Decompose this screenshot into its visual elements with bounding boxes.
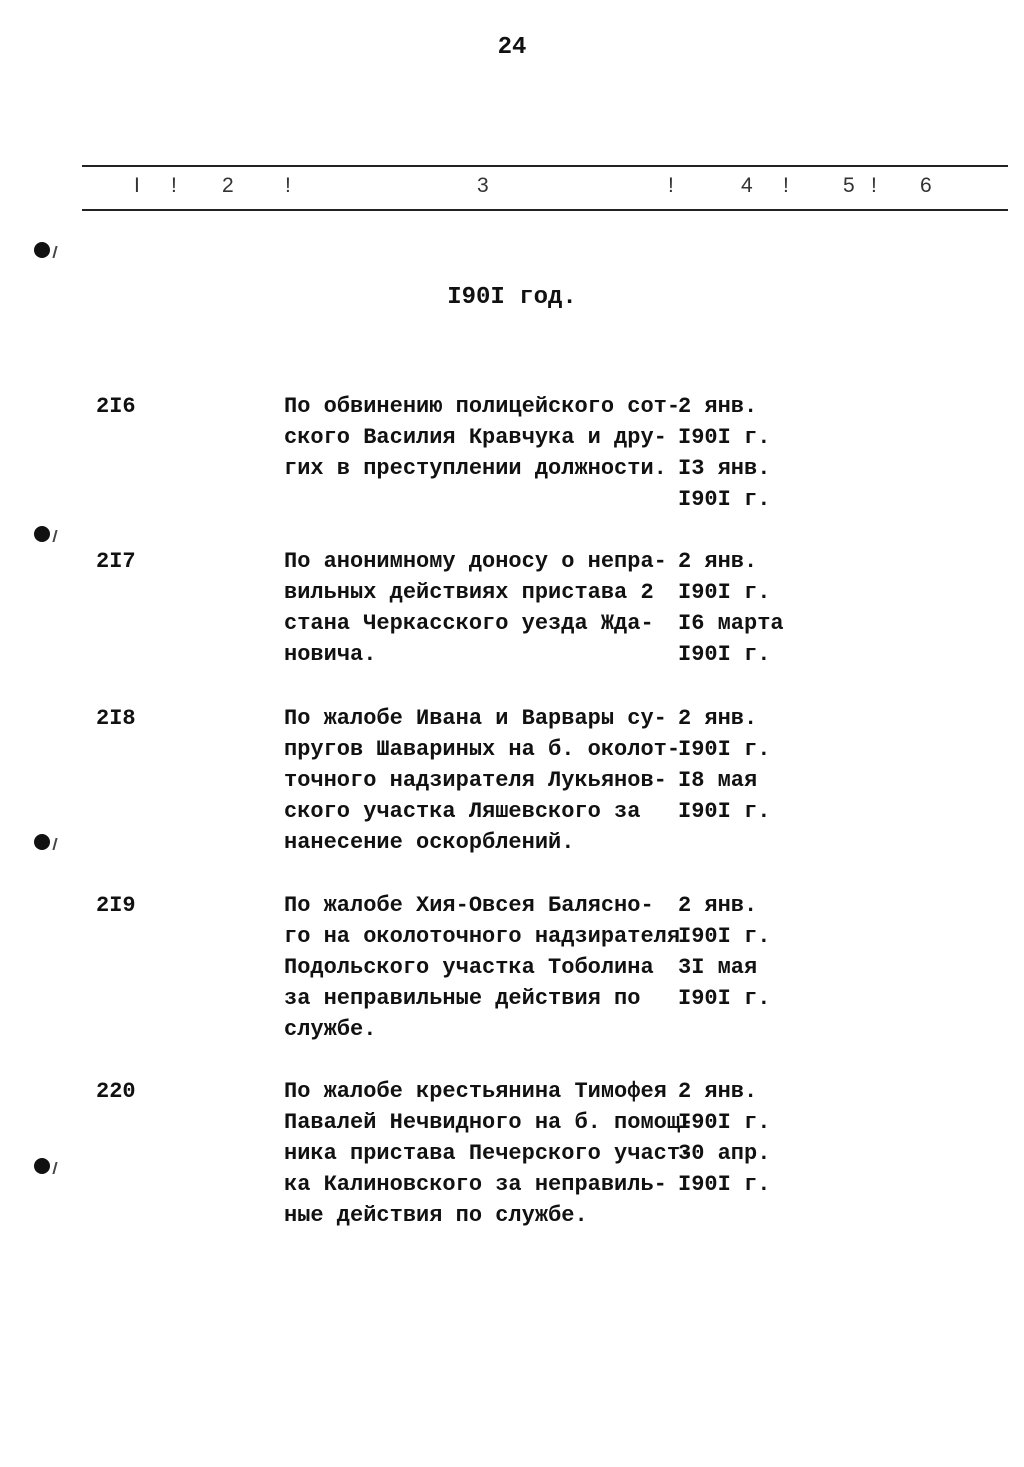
entry-description [284,890,679,1045]
date-line: I90I г. [678,1172,771,1197]
date-line: I90I г. [678,924,771,949]
date-line: 30 апр. [678,1141,771,1166]
description-line: стана Черкасского уезда Жда- [284,611,654,636]
description-line: ского участка Ляшевского за [284,799,641,824]
punch-hole-mark [34,242,50,258]
date-line: I8 мая [678,768,758,793]
column-header-5: 5 [843,174,855,197]
description-line: По жалобе Ивана и Варвары су- [284,706,667,731]
description-line: ные действия по службе. [284,1203,588,1228]
column-header-4: 4 [741,174,753,197]
column-separator: ! [871,174,877,197]
date-line: I90I г. [678,737,771,762]
date-line: I90I г. [678,580,771,605]
column-header-6: 6 [920,174,932,197]
date-line: 2 янв. [678,893,758,918]
entry-dates [678,890,808,1014]
description-line: ка Калиновского за неправиль- [284,1172,667,1197]
entry-number: 2I6 [96,394,136,419]
punch-hole-mark [34,526,50,542]
entry-number: 2I9 [96,893,136,918]
column-header-2: 2 [222,174,234,197]
entry-dates [678,546,808,670]
description-line: новича. [284,642,377,667]
description-line: По жалобе Хия-Овсея Балясно- [284,893,654,918]
description-line: службе. [284,1017,377,1042]
column-separator: ! [285,174,291,197]
date-line: 2 янв. [678,1079,758,1104]
entry-description [284,1076,694,1231]
column-separator: ! [783,174,789,197]
description-line: По жалобе крестьянина Тимофея [284,1079,667,1104]
entry-number: 2I7 [96,549,136,574]
table-header-bottom-rule [82,209,1008,211]
table-header-top-rule [82,165,1008,167]
entry-dates [678,703,808,827]
date-line: I90I г. [678,1110,771,1135]
description-line: Подольского участка Тоболина [284,955,654,980]
description-line: ского Василия Кравчука и дру- [284,425,667,450]
entry-dates [678,391,808,515]
entry-description [284,391,679,484]
date-line: I90I г. [678,642,771,667]
description-line: точного надзирателя Лукьянов- [284,768,667,793]
entry-description [284,703,679,858]
date-line: I90I г. [678,986,771,1011]
description-line: нанесение оскорблений. [284,830,575,855]
date-line: I6 марта [678,611,784,636]
column-separator: ! [171,174,177,197]
date-line: I90I г. [678,487,771,512]
description-line: По обвинению полицейского сот- [284,394,681,419]
description-line: ника пристава Печерского участ- [284,1141,694,1166]
description-line: гих в преступлении должности. [284,456,667,481]
entry-description [284,546,679,670]
entry-number: 220 [96,1079,136,1104]
date-line: 2 янв. [678,549,758,574]
column-header-1: I [134,174,140,197]
date-line: I90I г. [678,425,771,450]
date-line: I3 янв. [678,456,771,481]
description-line: По анонимному доносу о непра- [284,549,667,574]
description-line: за неправильные действия по [284,986,641,1011]
description-line: Павалей Нечвидного на б. помощ- [284,1110,694,1135]
punch-hole-mark [34,834,50,850]
date-line: 2 янв. [678,394,758,419]
entry-dates [678,1076,808,1200]
date-line: I90I г. [678,799,771,824]
date-line: 3I мая [678,955,758,980]
date-line: 2 янв. [678,706,758,731]
column-header-3: 3 [477,174,489,197]
year-heading: I90I год. [447,284,577,311]
punch-hole-mark [34,1158,50,1174]
description-line: пругов Шавариных на б. околот- [284,737,681,762]
page-number: 24 [497,34,527,61]
column-separator: ! [668,174,674,197]
description-line: го на околоточного надзирателя [284,924,681,949]
entry-number: 2I8 [96,706,136,731]
description-line: вильных действиях пристава 2 [284,580,654,605]
